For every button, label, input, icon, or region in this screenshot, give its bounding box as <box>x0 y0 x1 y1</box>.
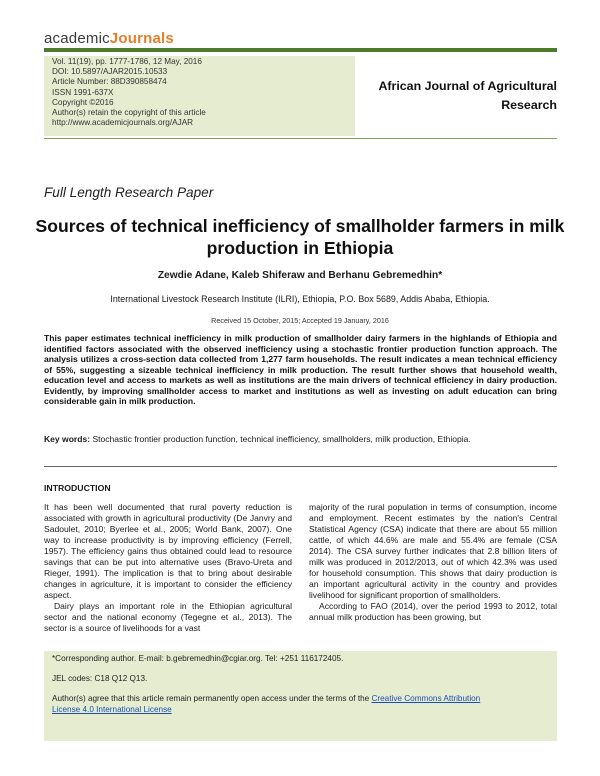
intro-paragraph: majority of the rural population in terms of consumption, income and employment. Recent estimates by the nation's Central Statistical Agency (CSA) indicate that there are about 55 million cattle, of which 44.6% are male and 55.4% are female (CSA 2014). The CSA survey further indicates that 2.8 billion liters of milk was produced in 2012/2013, out of which 42.3% was used for household consumption. This shows that dairy production is an important agricultural activity in the country and provides livelihood for significant proportion of smallholders. <box>309 502 557 600</box>
license-text: Author(s) agree that this article remain permanently open access under the terms of the <box>52 694 372 703</box>
journal-name-line2: Research <box>501 98 557 112</box>
meta-copyright: Copyright ©2016 <box>52 97 114 107</box>
journal-name <box>356 57 557 136</box>
logo-suffix: Journals <box>109 30 174 47</box>
body-column-right <box>309 502 557 623</box>
header-rule <box>44 48 557 52</box>
section-divider <box>44 466 557 467</box>
article-meta <box>52 57 206 128</box>
meta-rights: Author(s) retain the copyright of this article <box>52 108 206 118</box>
intro-paragraph: According to FAO (2014), over the period 1993 to 2012, total annual milk production has been growing, but <box>309 601 557 622</box>
meta-article-number: Article Number: 88D390858474 <box>52 77 167 87</box>
affiliation: International Livestock Research Institute (ILRI), Ethiopia, P.O. Box 5689, Addis Ababa, Ethiopia. <box>110 294 490 304</box>
corresponding-author: *Corresponding author. E-mail: b.gebremedhin@cgiar.org. Tel: +251 116172405. <box>52 654 344 663</box>
intro-paragraph: Dairy plays an important role in the Ethiopian agricultural sector and the national economy (Tegegne et al., 2013). The sector is a source of livelihoods for a vast <box>44 601 292 633</box>
body-column-left <box>44 502 292 634</box>
keywords-label: Key words: <box>44 434 91 444</box>
article-type: Full Length Research Paper <box>44 185 214 200</box>
publisher-logo <box>44 30 174 47</box>
license-statement <box>52 694 552 715</box>
jel-codes: JEL codes: C18 Q12 Q13. <box>52 674 148 683</box>
meta-url[interactable]: http://www.academicjournals.org/AJAR <box>52 118 194 128</box>
license-link[interactable]: License 4.0 International License <box>52 704 172 714</box>
introduction-heading: INTRODUCTION <box>44 483 111 493</box>
received-accepted-dates: Received 15 October, 2015; Accepted 19 January, 2016 <box>211 316 389 325</box>
article-title: Sources of technical inefficiency of smallholder farmers in milk production in Ethiopia <box>35 216 565 258</box>
journal-name-line1: African Journal of Agricultural <box>378 79 557 93</box>
intro-paragraph: It has been well documented that rural poverty reduction is associated with growth in agricultural productivity (De Janvry and Sadoulet, 2010; Byerlee et al., 2005; World Bank, 2007). One way to increase productivity is by improving efficiency (Ferrell, 1957). The efficiency gains thus obtained could lead to resource savings that can be put into alternative uses (Bravo-Ureta and Rieger, 1991). The implication is that to bring about desirable changes in agriculture, it is important to consider the efficiency aspect. <box>44 502 292 600</box>
logo-prefix: academic <box>44 30 110 47</box>
keywords-list: Stochastic frontier production function, technical inefficiency, smallholders, milk production, Ethiopia. <box>92 434 471 444</box>
abstract: This paper estimates technical inefficiency in milk production of smallholder dairy farmers in the highlands of Ethiopia and identified factors associated with the observed inefficiency using a stochastic frontier production function approach. The analysis utilizes a cross-section data collected from 1,277 farm households. The result indicates a mean technical efficiency of 55%, suggesting a sizeable technical inefficiency in milk production. The result further shows that household wealth, education level and access to markets as well as institutions are the main drivers of technical efficiency in dairy production. Evidently, by improving smallholder access to market and institutions as well as investing on adult education can bring considerable gain in milk production. <box>44 333 557 407</box>
meta-issn: ISSN 1991-637X <box>52 87 114 97</box>
authors: Zewdie Adane, Kaleb Shiferaw and Berhanu Gebremedhin* <box>157 270 443 281</box>
meta-rule <box>44 138 557 139</box>
keywords <box>44 434 557 445</box>
meta-volume: Vol. 11(19), pp. 1777-1786, 12 May, 2016 <box>52 57 202 66</box>
meta-doi[interactable]: DOI: 10.5897/AJAR2015.10533 <box>52 67 168 77</box>
license-link[interactable]: Creative Commons Attribution <box>371 694 481 703</box>
